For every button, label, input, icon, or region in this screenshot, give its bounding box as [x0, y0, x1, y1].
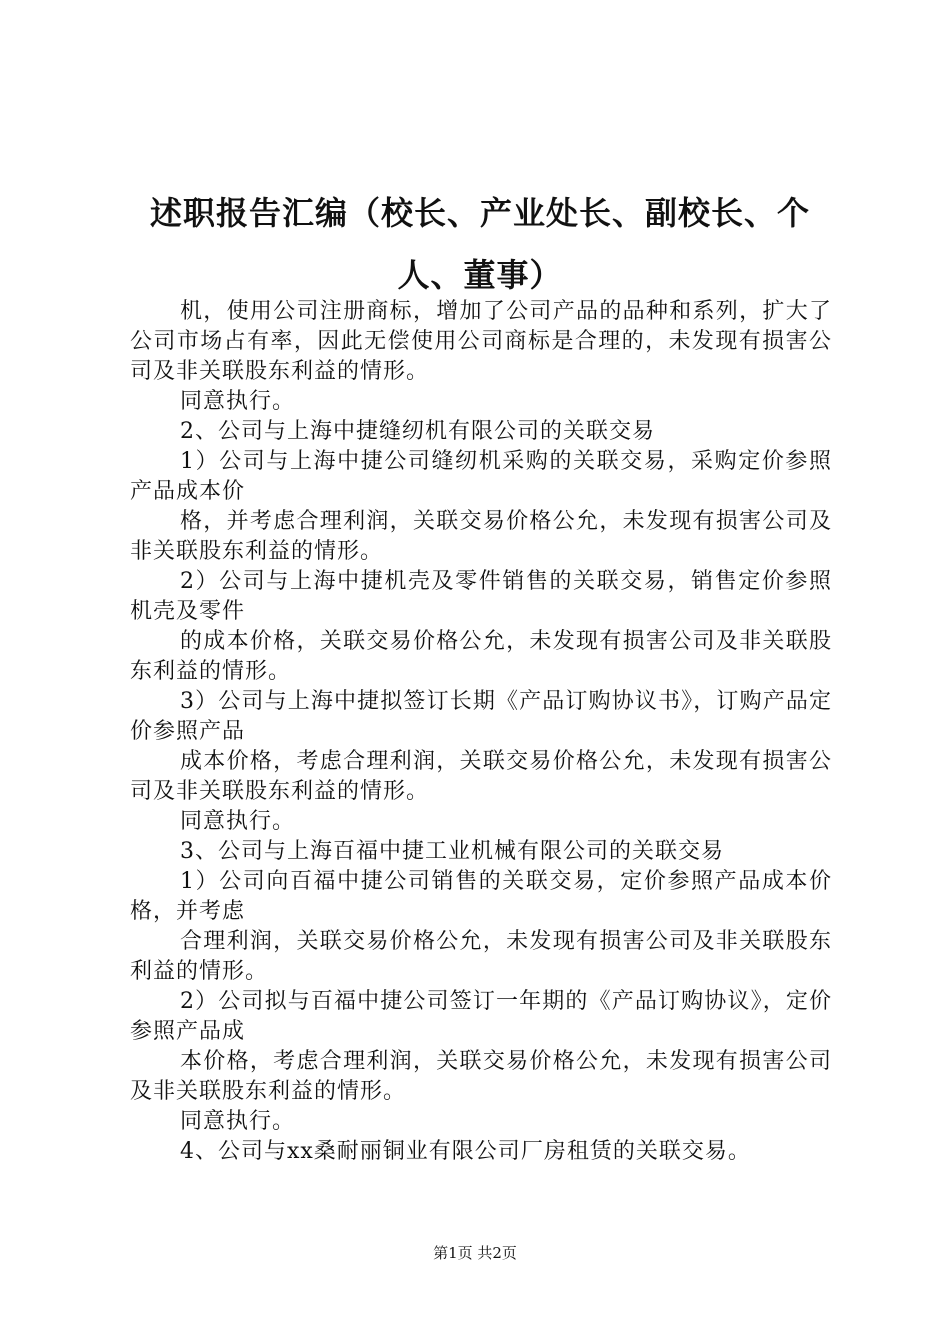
paragraph: 格，并考虑合理利润，关联交易价格公允，未发现有损害公司及非关联股东利益的情形。 [130, 509, 832, 564]
paragraph: 3、公司与上海百福中捷工业机械有限公司的关联交易 [180, 839, 724, 864]
page-number-footer: 第1页 共2页 [433, 1244, 517, 1262]
paragraph: 同意执行。 [180, 809, 296, 834]
paragraph: 合理利润，关联交易价格公允，未发现有损害公司及非关联股东利益的情形。 [130, 929, 832, 984]
paragraph: 2）公司与上海中捷机壳及零件销售的关联交易，销售定价参照机壳及零件 [130, 569, 832, 624]
document-body [130, 297, 832, 1167]
paragraph: 3）公司与上海中捷拟签订长期《产品订购协议书》，订购产品定价参照产品 [130, 689, 832, 744]
paragraph: 1）公司与上海中捷公司缝纫机采购的关联交易，采购定价参照产品成本价 [130, 449, 832, 504]
document-title: 述职报告汇编（校长、产业处长、副校长、个人、董事） [149, 194, 810, 294]
paragraph: 本价格，考虑合理利润，关联交易价格公允，未发现有损害公司及非关联股东利益的情形。 [130, 1049, 832, 1104]
paragraph: 2）公司拟与百福中捷公司签订一年期的《产品订购协议》，定价参照产品成 [130, 989, 832, 1044]
paragraph: 4、公司与xx桑耐丽铜业有限公司厂房租赁的关联交易。 [180, 1139, 751, 1164]
paragraph: 2、公司与上海中捷缝纫机有限公司的关联交易 [180, 419, 655, 444]
paragraph: 同意执行。 [180, 389, 296, 414]
paragraph: 同意执行。 [180, 1109, 296, 1134]
paragraph: 成本价格，考虑合理利润，关联交易价格公允，未发现有损害公司及非关联股东利益的情形。 [130, 749, 832, 804]
paragraph: 的成本价格，关联交易价格公允，未发现有损害公司及非关联股东利益的情形。 [130, 629, 832, 684]
paragraph: 1）公司向百福中捷公司销售的关联交易，定价参照产品成本价格，并考虑 [130, 869, 832, 924]
paragraph: 机，使用公司注册商标，增加了公司产品的品种和系列，扩大了公司市场占有率，因此无偿使用公司商标是合理的，未发现有损害公司及非关联股东利益的情形。 [130, 299, 832, 384]
